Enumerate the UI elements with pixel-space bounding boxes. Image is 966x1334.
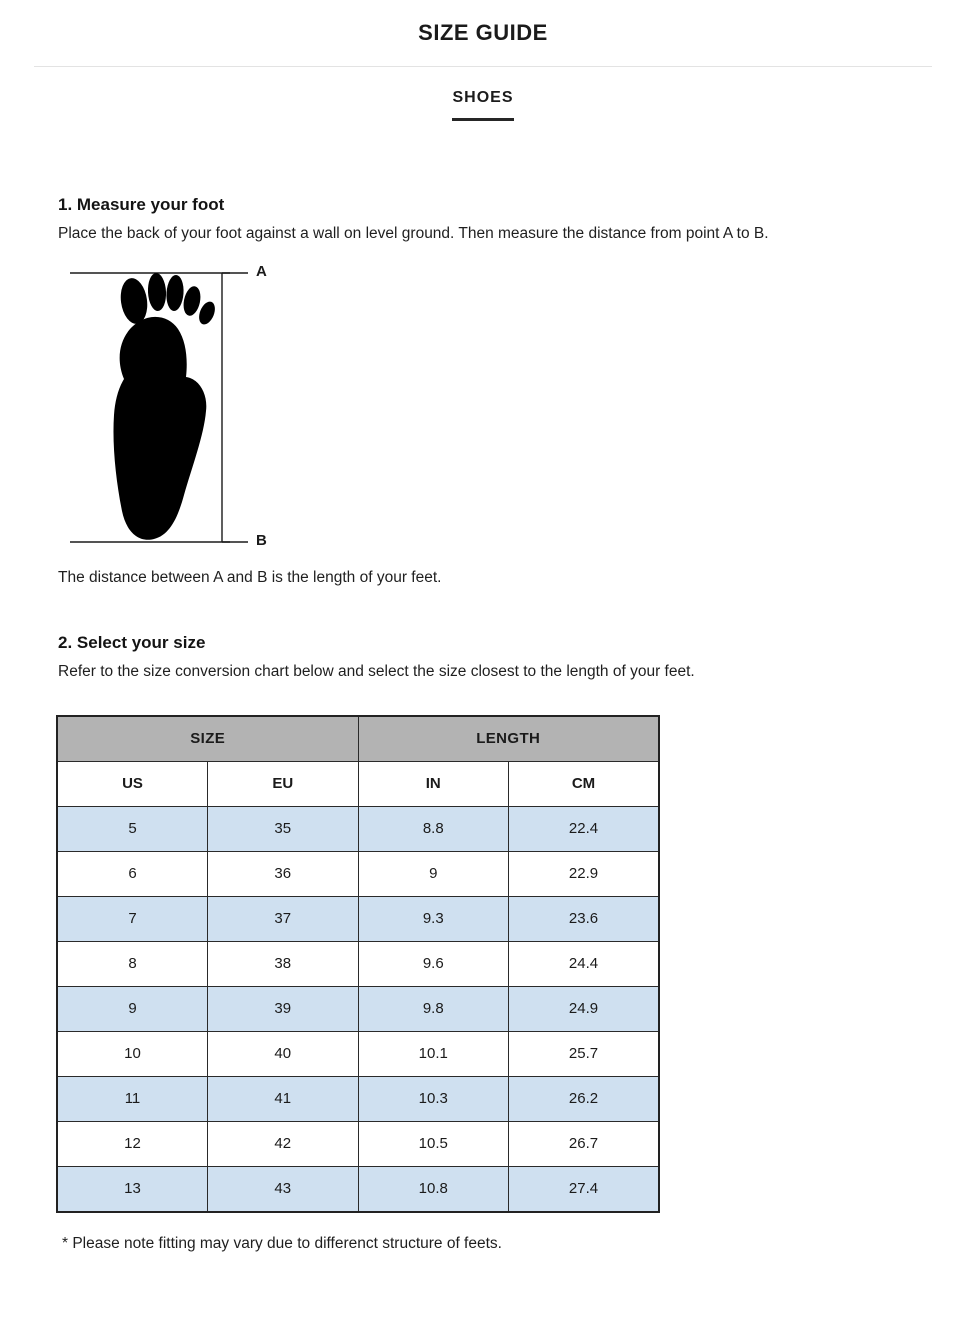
step-2-text: Refer to the size conversion chart below and select the size closest to the length of your feet. <box>58 662 695 680</box>
step-2-section <box>56 633 910 683</box>
column-header-eu: EU <box>208 761 359 806</box>
size-conversion-table-wrap <box>56 715 660 1213</box>
page-title: SIZE GUIDE <box>418 20 548 45</box>
cell-in: 10.5 <box>358 1121 509 1166</box>
column-header-us: US <box>57 761 208 806</box>
cell-eu: 38 <box>208 941 359 986</box>
cell-in: 10.1 <box>358 1031 509 1076</box>
cell-eu: 42 <box>208 1121 359 1166</box>
category-heading-wrap <box>0 89 966 121</box>
foot-diagram-svg <box>62 259 362 559</box>
content-area <box>0 195 966 1253</box>
cell-us: 9 <box>57 986 208 1031</box>
cell-in: 9.6 <box>358 941 509 986</box>
step-2-heading: 2. Select your size <box>58 632 206 652</box>
cell-eu: 35 <box>208 806 359 851</box>
cell-cm: 24.4 <box>509 941 660 986</box>
cell-cm: 24.9 <box>509 986 660 1031</box>
cell-eu: 43 <box>208 1166 359 1212</box>
table-column-header-row <box>57 761 659 806</box>
step-1-text: Place the back of your foot against a wall on level ground. Then measure the distance from point A to B. <box>58 225 769 242</box>
table-row <box>57 986 659 1031</box>
cell-cm: 22.4 <box>509 806 660 851</box>
cell-us: 7 <box>57 896 208 941</box>
cell-eu: 40 <box>208 1031 359 1076</box>
cell-cm: 22.9 <box>509 851 660 896</box>
column-header-cm: CM <box>509 761 660 806</box>
cell-in: 9.8 <box>358 986 509 1031</box>
cell-cm: 27.4 <box>509 1166 660 1212</box>
cell-us: 6 <box>57 851 208 896</box>
cell-us: 8 <box>57 941 208 986</box>
group-header-size: SIZE <box>57 716 358 762</box>
diagram-label-b: B <box>256 531 267 549</box>
diagram-label-a: A <box>256 262 267 280</box>
diagram-caption: The distance between A and B is the length of your feet. <box>58 568 442 586</box>
footnote: * Please note fitting may vary due to differenct structure of feets. <box>62 1234 502 1252</box>
table-row <box>57 896 659 941</box>
table-head <box>57 716 659 807</box>
cell-eu: 39 <box>208 986 359 1031</box>
title-divider <box>34 66 932 67</box>
table-row <box>57 1166 659 1212</box>
table-row <box>57 1076 659 1121</box>
table-row <box>57 941 659 986</box>
cell-in: 10.8 <box>358 1166 509 1212</box>
cell-us: 5 <box>57 806 208 851</box>
table-row <box>57 1121 659 1166</box>
cell-cm: 26.7 <box>509 1121 660 1166</box>
cell-cm: 23.6 <box>509 896 660 941</box>
column-header-in: IN <box>358 761 509 806</box>
table-body <box>57 806 659 1212</box>
group-header-length: LENGTH <box>358 716 659 762</box>
cell-us: 13 <box>57 1166 208 1212</box>
foot-measurement-diagram <box>62 259 362 559</box>
cell-in: 9.3 <box>358 896 509 941</box>
cell-in: 8.8 <box>358 806 509 851</box>
cell-cm: 26.2 <box>509 1076 660 1121</box>
cell-eu: 41 <box>208 1076 359 1121</box>
table-row <box>57 851 659 896</box>
cell-us: 10 <box>57 1031 208 1076</box>
table-row <box>57 806 659 851</box>
cell-in: 10.3 <box>358 1076 509 1121</box>
table-group-header-row <box>57 716 659 762</box>
category-heading: SHOES <box>452 89 513 121</box>
cell-us: 12 <box>57 1121 208 1166</box>
cell-us: 11 <box>57 1076 208 1121</box>
cell-eu: 36 <box>208 851 359 896</box>
table-row <box>57 1031 659 1076</box>
size-conversion-table <box>56 715 660 1213</box>
step-1-heading: 1. Measure your foot <box>58 195 225 214</box>
cell-cm: 25.7 <box>509 1031 660 1076</box>
cell-in: 9 <box>358 851 509 896</box>
cell-eu: 37 <box>208 896 359 941</box>
